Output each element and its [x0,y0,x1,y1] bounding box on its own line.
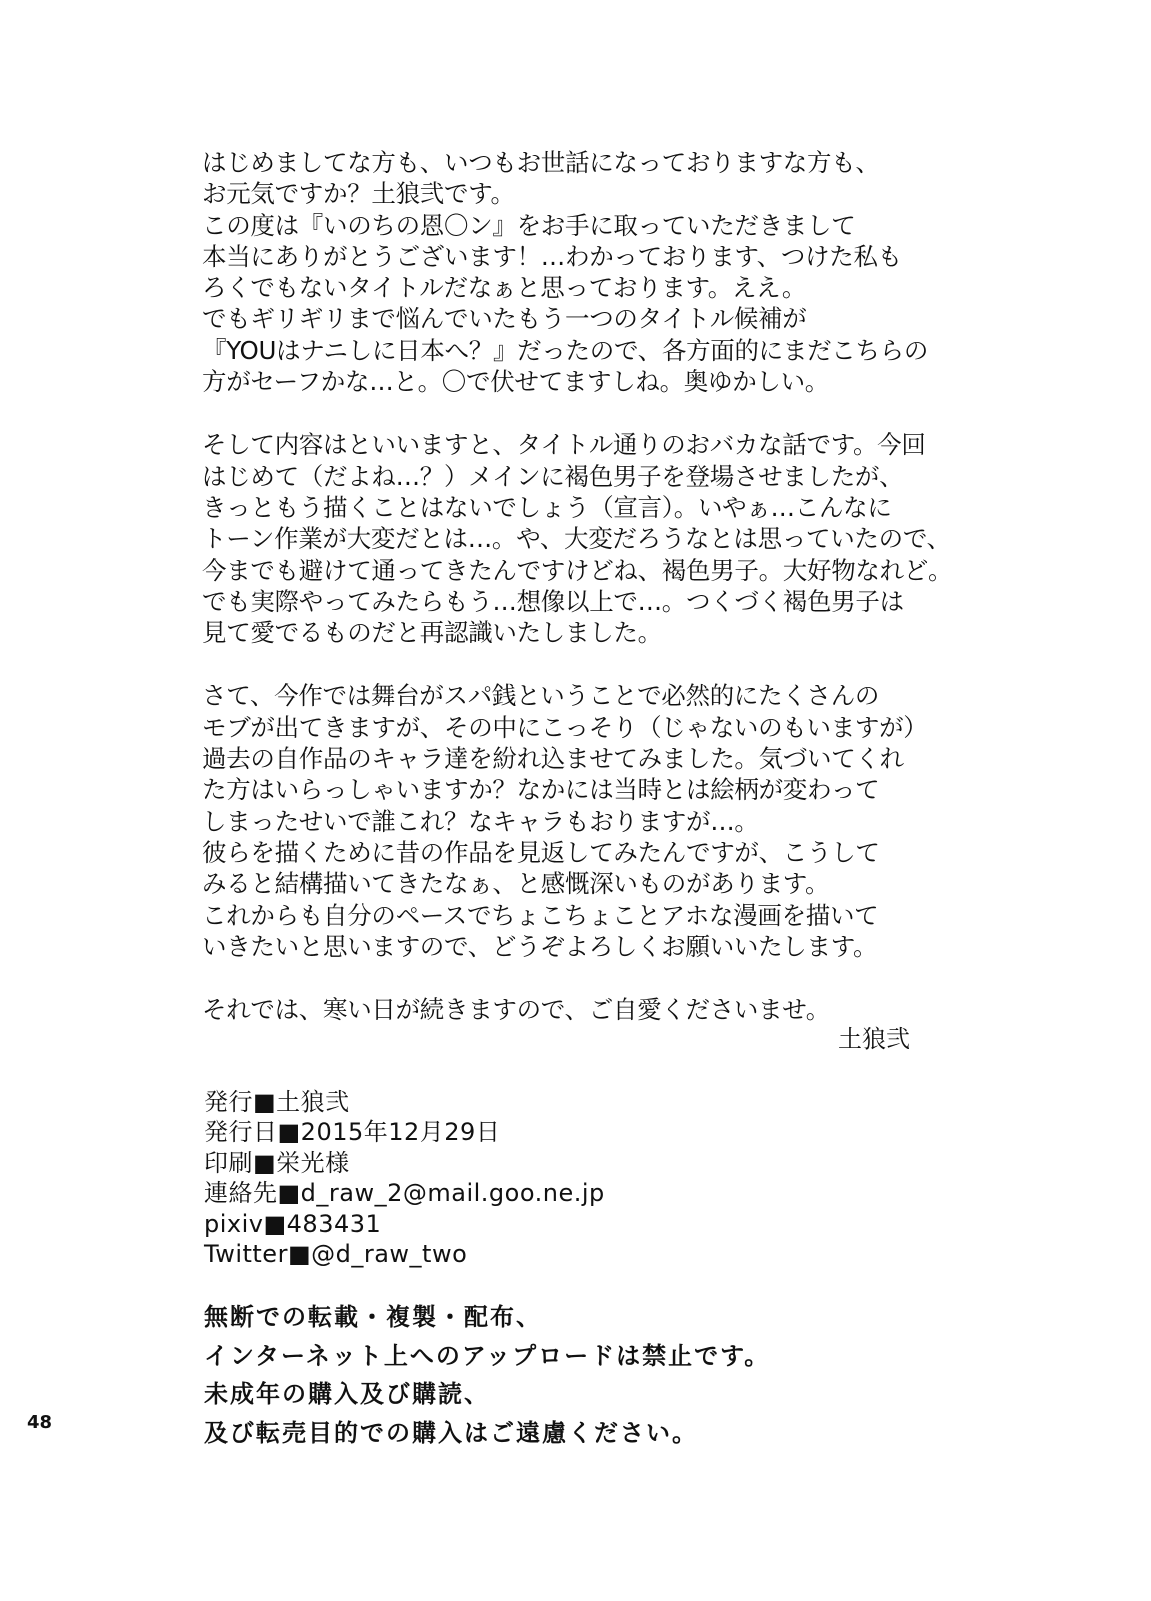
text-line: お元気ですか？土狼弐です。 [202,179,515,209]
colophon [204,1087,804,1269]
text-line: さて、今作では舞台がスパ銭ということで必然的にたくさんの [202,681,880,711]
author-signature: 土狼弐 [838,1025,910,1053]
text-line: 方がセーフかな…と。〇で伏せてますしね。奥ゆかしい。 [202,367,829,397]
afterword-paragraph-3 [202,680,962,962]
text-line: でもギリギリまで悩んでいたもう一つのタイトル候補が [202,304,807,334]
notice-line: 未成年の購入及び購読、 [204,1380,490,1408]
colophon-contact: 連絡先■d_raw_2@mail.goo.ne.jp [204,1179,605,1208]
text-line: これからも自分のペースでちょこちょことアホな漫画を描いて [202,900,879,930]
colophon-date: 発行日■2015年12月29日 [204,1118,501,1147]
text-line: はじめて（だよね…？）メインに褐色男子を登場させましたが、 [202,461,904,491]
text-line: はじめましてな方も、いつもお世話になっておりますな方も、 [202,148,880,177]
text-line: いきたいと思いますので、どうぞよろしくお願いいたします。 [202,931,878,961]
colophon-twitter: Twitter■@d_raw_two [204,1240,468,1269]
afterword-paragraph-2 [202,429,962,648]
text-line: トーン作業が大変だとは…。や、大変だろうなとは思っていたので、 [202,524,951,554]
afterword-paragraph-4 [202,994,962,1025]
text-line: 彼らを描くために昔の作品を見返してみたんですが、こうして [202,837,880,867]
text-line: そして内容はといいますと、タイトル通りのおバカな話です。今回 [202,430,926,460]
text-line: 見て愛でるものだと再認識いたしました。 [202,618,662,648]
colophon-pixiv: pixiv■483431 [204,1209,382,1238]
afterword-text [202,147,962,1057]
text-line: た方はいらっしゃいますか？なかには当時とは絵柄が変わって [202,775,880,805]
text-line: しまったせいで誰これ？なキャラもおりますが…。 [202,806,759,836]
notice-line: 無断での転載・複製・配布、 [204,1303,542,1331]
text-line: それでは、寒い日が続きますので、ご自愛くださいませ。 [202,995,830,1025]
afterword-paragraph-1 [202,147,962,397]
colophon-printer: 印刷■栄光様 [204,1148,350,1177]
notice-line: 及び転売目的での購入はご遠慮ください。 [204,1418,698,1447]
text-line: ろくでもないタイトルだなぁと思っております。ええ。 [202,273,807,303]
text-line: でも実際やってみたらもう…想像以上で…。つくづく褐色男子は [202,586,904,616]
text-line: モブが出てきますが、その中にこっそり（じゃないのもいますが） [202,712,928,742]
text-line: 『YOUはナニしに日本へ？』だったので、各方面的にまだこちらの [202,335,929,365]
page-number: 48 [27,1412,53,1433]
copyright-notice [204,1298,904,1452]
notice-line: インターネット上へのアップロードは禁止です。 [204,1341,771,1370]
text-line: この度は『いのちの恩〇ン』をお手に取っていただきまして [202,210,856,240]
text-line: きっともう描くことはないでしょう（宣言）。いやぁ…こんなに [202,492,892,522]
text-line: みると結構描いてきたなぁ、と感慨深いものがあります。 [202,869,830,899]
text-line: 本当にありがとうございます！…わかっております、つけた私も [202,241,902,271]
text-line: 今までも避けて通ってきたんですけどね、褐色男子。大好物なれど。 [202,555,953,585]
colophon-publisher: 発行■土狼弐 [204,1088,350,1116]
text-line: 過去の自作品のキャラ達を紛れ込ませてみました。気づいてくれ [202,744,904,774]
